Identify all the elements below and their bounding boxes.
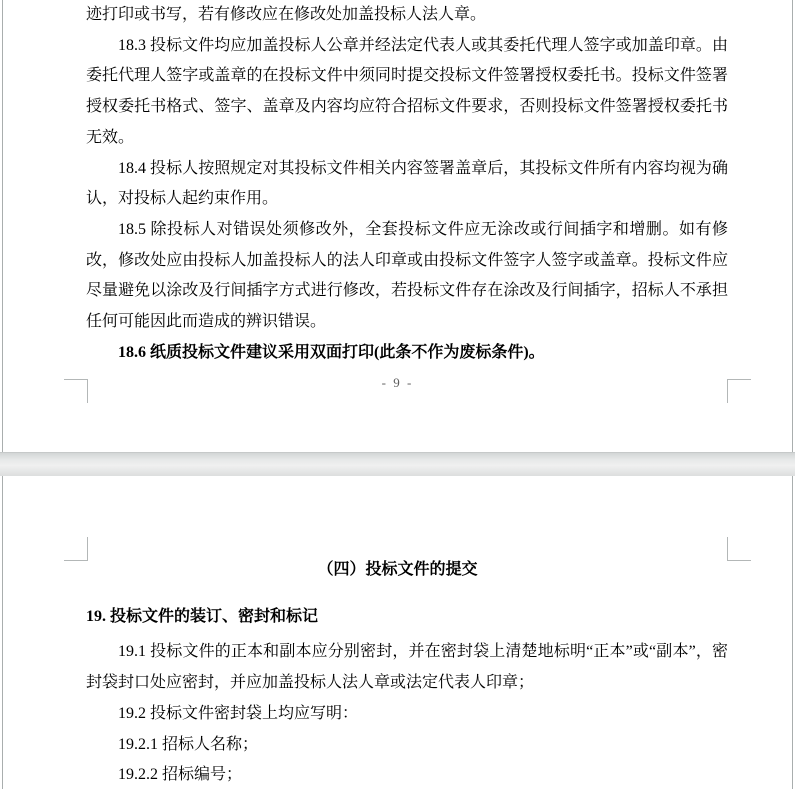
paragraph-continuation: 迹打印或书写，若有修改应在修改处加盖投标人法人章。 bbox=[86, 6, 487, 23]
page-break-gap bbox=[0, 452, 795, 476]
clause-heading: 19. 投标文件的装订、密封和标记 bbox=[86, 608, 319, 625]
paragraph-19-1: 19.1 投标文件的正本和副本应分别密封，并在密封袋上清楚地标明“正本”或“副本”，密封袋封口处应密封，并应加盖投标人法人章或法定代表人印章； bbox=[86, 643, 728, 691]
paragraph-18-5: 18.5 除投标人对错误处须修改外，全套投标文件应无涂改或行间插字和增删。如有修改，修改处应由投标人加盖投标人的法人印章或由投标文件签字人签字或盖章。投标文件应尽量避免以涂改及行间插字方式进行修改，若投标文件存在涂改及行间插字，招标人不承担任何可能因此而造成的辨识错误。 bbox=[86, 220, 728, 331]
document-page-9 bbox=[2, 0, 793, 452]
document-page-10 bbox=[2, 476, 793, 789]
page-number: - 9 - bbox=[381, 375, 414, 390]
paragraph-19-2: 19.2 投标文件密封袋上均应写明： bbox=[118, 705, 359, 722]
paragraph-18-6: 18.6 纸质投标文件建议采用双面打印(此条不作为废标条件)。 bbox=[118, 343, 545, 361]
section-heading: （四）投标文件的提交 bbox=[317, 561, 478, 578]
paragraph-18-3: 18.3 投标文件均应加盖投标人公章并经法定代表人或其委托代理人签字或加盖印章。由委托代理人签字或盖章的在投标文件中须同时提交投标文件签署授权委托书。投标文件签署授权委托书格式、签字、盖章及内容均应符合招标文件要求，否则投标文件签署授权委托书无效。 bbox=[86, 36, 728, 146]
paragraph-18-4: 18.4 投标人按照规定对其投标文件相关内容签署盖章后，其投标文件所有内容均视为确认，对投标人起约束作用。 bbox=[86, 159, 728, 208]
paragraph-19-2-1: 19.2.1 招标人名称； bbox=[118, 736, 259, 753]
paragraph-19-2-2: 19.2.2 招标编号； bbox=[118, 766, 243, 783]
page1-text-column bbox=[86, 0, 728, 368]
